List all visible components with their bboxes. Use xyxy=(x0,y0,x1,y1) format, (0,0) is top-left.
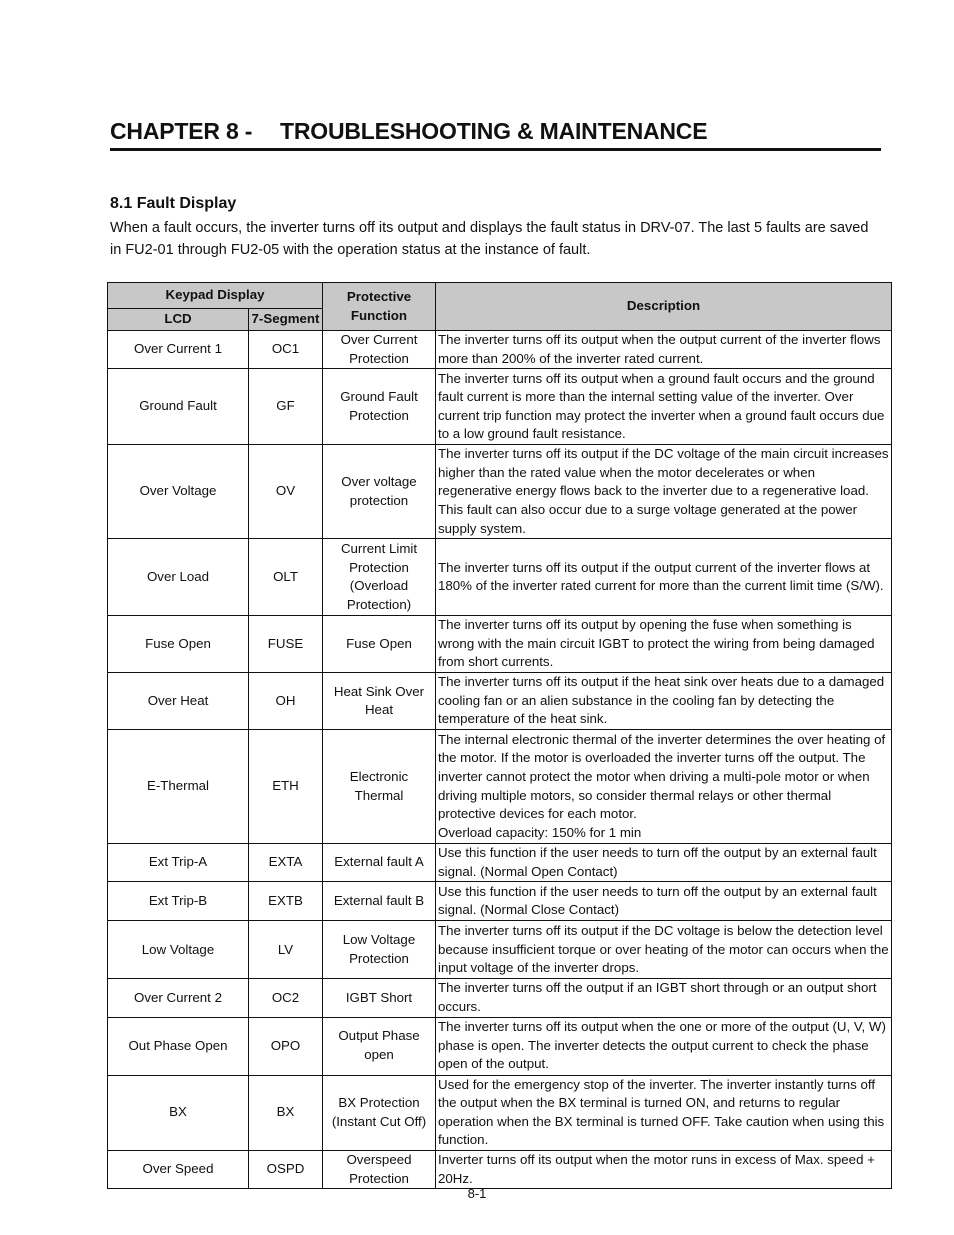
cell-7-segment: OV xyxy=(249,445,323,539)
chapter-title: TROUBLESHOOTING & MAINTENANCE xyxy=(280,118,708,144)
table-row xyxy=(108,979,892,1017)
cell-protective-function: Over Current Protection xyxy=(323,331,436,369)
header-lcd: LCD xyxy=(108,309,249,331)
table-row xyxy=(108,445,892,539)
cell-description xyxy=(436,882,892,921)
cell-description xyxy=(436,616,892,673)
cell-protective-function: Heat Sink Over Heat xyxy=(323,673,436,730)
cell-7-segment: OPO xyxy=(249,1017,323,1075)
description-text: The internal electronic thermal of the inverter determines the over heating of the motor. If the motor is overloaded the inverter turns off the output. The inverter cannot protect the motor when driving a multi-pole motor or when driving multiple motors, so consider thermal relays or other thermal protective devices for each motor. xyxy=(438,731,886,822)
cell-7-segment: EXTA xyxy=(249,844,323,882)
cell-description xyxy=(436,369,892,445)
table-row xyxy=(108,1017,892,1075)
cell-description xyxy=(436,539,892,616)
cell-protective-function: External fault B xyxy=(323,882,436,921)
section-intro: When a fault occurs, the inverter turns off its output and displays the fault status in DRV-07. The last 5 faults are saved in FU2-01 through FU2-05 with the operation status at the instance of fault. xyxy=(110,220,869,258)
header-description: Description xyxy=(436,283,892,331)
cell-protective-function: IGBT Short xyxy=(323,979,436,1017)
cell-protective-function: Low Voltage Protection xyxy=(323,921,436,979)
cell-7-segment: OH xyxy=(249,673,323,730)
description-text: The inverter turns off its output when the output current of the inverter flows more than 200% of the inverter rated current. xyxy=(438,332,881,366)
table-row xyxy=(108,921,892,979)
cell-lcd: Over Heat xyxy=(108,673,249,730)
cell-7-segment: FUSE xyxy=(249,616,323,673)
cell-lcd: Ground Fault xyxy=(108,369,249,445)
cell-lcd: Over Load xyxy=(108,539,249,616)
description-text: Use this function if the user needs to turn off the output by an external fault signal. (Normal Close Contact) xyxy=(438,883,877,918)
cell-lcd: Over Speed xyxy=(108,1150,249,1188)
cell-protective-function: Over voltage protection xyxy=(323,445,436,539)
table-row xyxy=(108,882,892,921)
cell-lcd: Over Current 1 xyxy=(108,331,249,369)
table-row xyxy=(108,844,892,882)
cell-7-segment: OC2 xyxy=(249,979,323,1017)
description-text: Use this function if the user needs to turn off the output by an external fault signal. (Normal Open Contact) xyxy=(438,845,877,879)
section-title: 8.1 Fault Display xyxy=(110,195,237,212)
table-row xyxy=(108,369,892,445)
cell-lcd: Out Phase Open xyxy=(108,1017,249,1075)
cell-protective-function: BX Protection (Instant Cut Off) xyxy=(323,1075,436,1150)
description-text: The inverter turns off its output if the heat sink over heats due to a damaged cooling fan or an alien substance in the cooling fan by detecting the temperature of the heat sink. xyxy=(438,674,885,727)
description-text: The inverter turns off its output when the one or more of the output (U, V, W) phase is open. The inverter detects the output current to check the phase open of the output. xyxy=(438,1019,886,1072)
cell-protective-function: External fault A xyxy=(323,844,436,882)
fault-table-body xyxy=(108,331,892,1189)
header-protective-function: Protective Function xyxy=(323,283,436,331)
fault-table xyxy=(107,282,892,1189)
cell-7-segment: EXTB xyxy=(249,882,323,921)
page-number: 8-1 xyxy=(467,1186,487,1201)
description-text: The inverter turns off its output if the DC voltage of the main circuit increases higher than the rated value when the motor decelerates or when regenerative energy flows back to the inverter due to a regenerative load. This fault can also occur due to a surge voltage generated at the power supply system. xyxy=(438,446,889,536)
description-note: Overload capacity: 150% for 1 min xyxy=(438,824,642,840)
table-row xyxy=(108,730,892,844)
cell-protective-function: Electronic Thermal xyxy=(323,730,436,844)
cell-lcd: Over Current 2 xyxy=(108,979,249,1017)
cell-lcd: Fuse Open xyxy=(108,616,249,673)
cell-description xyxy=(436,921,892,979)
cell-protective-function: Overspeed Protection xyxy=(323,1150,436,1188)
table-row xyxy=(108,539,892,616)
cell-7-segment: ETH xyxy=(249,730,323,844)
cell-lcd: Low Voltage xyxy=(108,921,249,979)
cell-description xyxy=(436,331,892,369)
table-row xyxy=(108,331,892,369)
table-row xyxy=(108,1150,892,1188)
chapter-heading xyxy=(110,118,881,151)
description-text: The inverter turns off its output if the output current of the inverter flows at 180% of the inverter rated current for more than the current limit time (S/W). xyxy=(438,559,884,594)
table-row xyxy=(108,1075,892,1150)
cell-protective-function: Current Limit Protection (Overload Protection) xyxy=(323,539,436,616)
description-text: Inverter turns off its output when the motor runs in excess of Max. speed + 20Hz. xyxy=(438,1151,875,1186)
table-row xyxy=(108,616,892,673)
cell-lcd: Ext Trip-A xyxy=(108,844,249,882)
cell-description xyxy=(436,673,892,730)
description-text: The inverter turns off its output if the DC voltage is below the detection level because insufficient torque or over heating of the motor can occurs when the input voltage of the inverter drops. xyxy=(438,922,889,976)
table-row xyxy=(108,673,892,730)
header-7-segment: 7-Segment xyxy=(249,309,323,331)
cell-7-segment: BX xyxy=(249,1075,323,1150)
cell-description xyxy=(436,1017,892,1075)
cell-7-segment: OSPD xyxy=(249,1150,323,1188)
cell-7-segment: GF xyxy=(249,369,323,445)
cell-description xyxy=(436,844,892,882)
cell-description xyxy=(436,1075,892,1150)
cell-description xyxy=(436,445,892,539)
description-text: The inverter turns off the output if an IGBT short through or an output short occurs. xyxy=(438,980,877,1014)
cell-lcd: Over Voltage xyxy=(108,445,249,539)
description-text: Used for the emergency stop of the inverter. The inverter instantly turns off the output when the BX terminal is turned ON, and returns to regular operation when the BX terminal is turned OFF. Take caution when using this function. xyxy=(438,1076,885,1148)
cell-lcd: Ext Trip-B xyxy=(108,882,249,921)
chapter-number: CHAPTER 8 - xyxy=(110,118,253,144)
description-text: The inverter turns off its output when a ground fault occurs and the ground fault current is more than the internal setting value of the inverter. Over current trip function may protect the inverter when a ground fault occurs due to a low ground fault resistance. xyxy=(438,370,885,442)
cell-protective-function: Fuse Open xyxy=(323,616,436,673)
cell-description xyxy=(436,1150,892,1188)
cell-lcd: E-Thermal xyxy=(108,730,249,844)
header-keypad-display: Keypad Display xyxy=(108,283,323,309)
description-text: The inverter turns off its output by opening the fuse when something is wrong with the main circuit IGBT to protect the wiring from being damaged from short currents. xyxy=(438,617,875,670)
cell-7-segment: LV xyxy=(249,921,323,979)
cell-description xyxy=(436,979,892,1017)
cell-protective-function: Output Phase open xyxy=(323,1017,436,1075)
cell-7-segment: OLT xyxy=(249,539,323,616)
cell-description xyxy=(436,730,892,844)
cell-protective-function: Ground Fault Protection xyxy=(323,369,436,445)
cell-7-segment: OC1 xyxy=(249,331,323,369)
cell-lcd: BX xyxy=(108,1075,249,1150)
